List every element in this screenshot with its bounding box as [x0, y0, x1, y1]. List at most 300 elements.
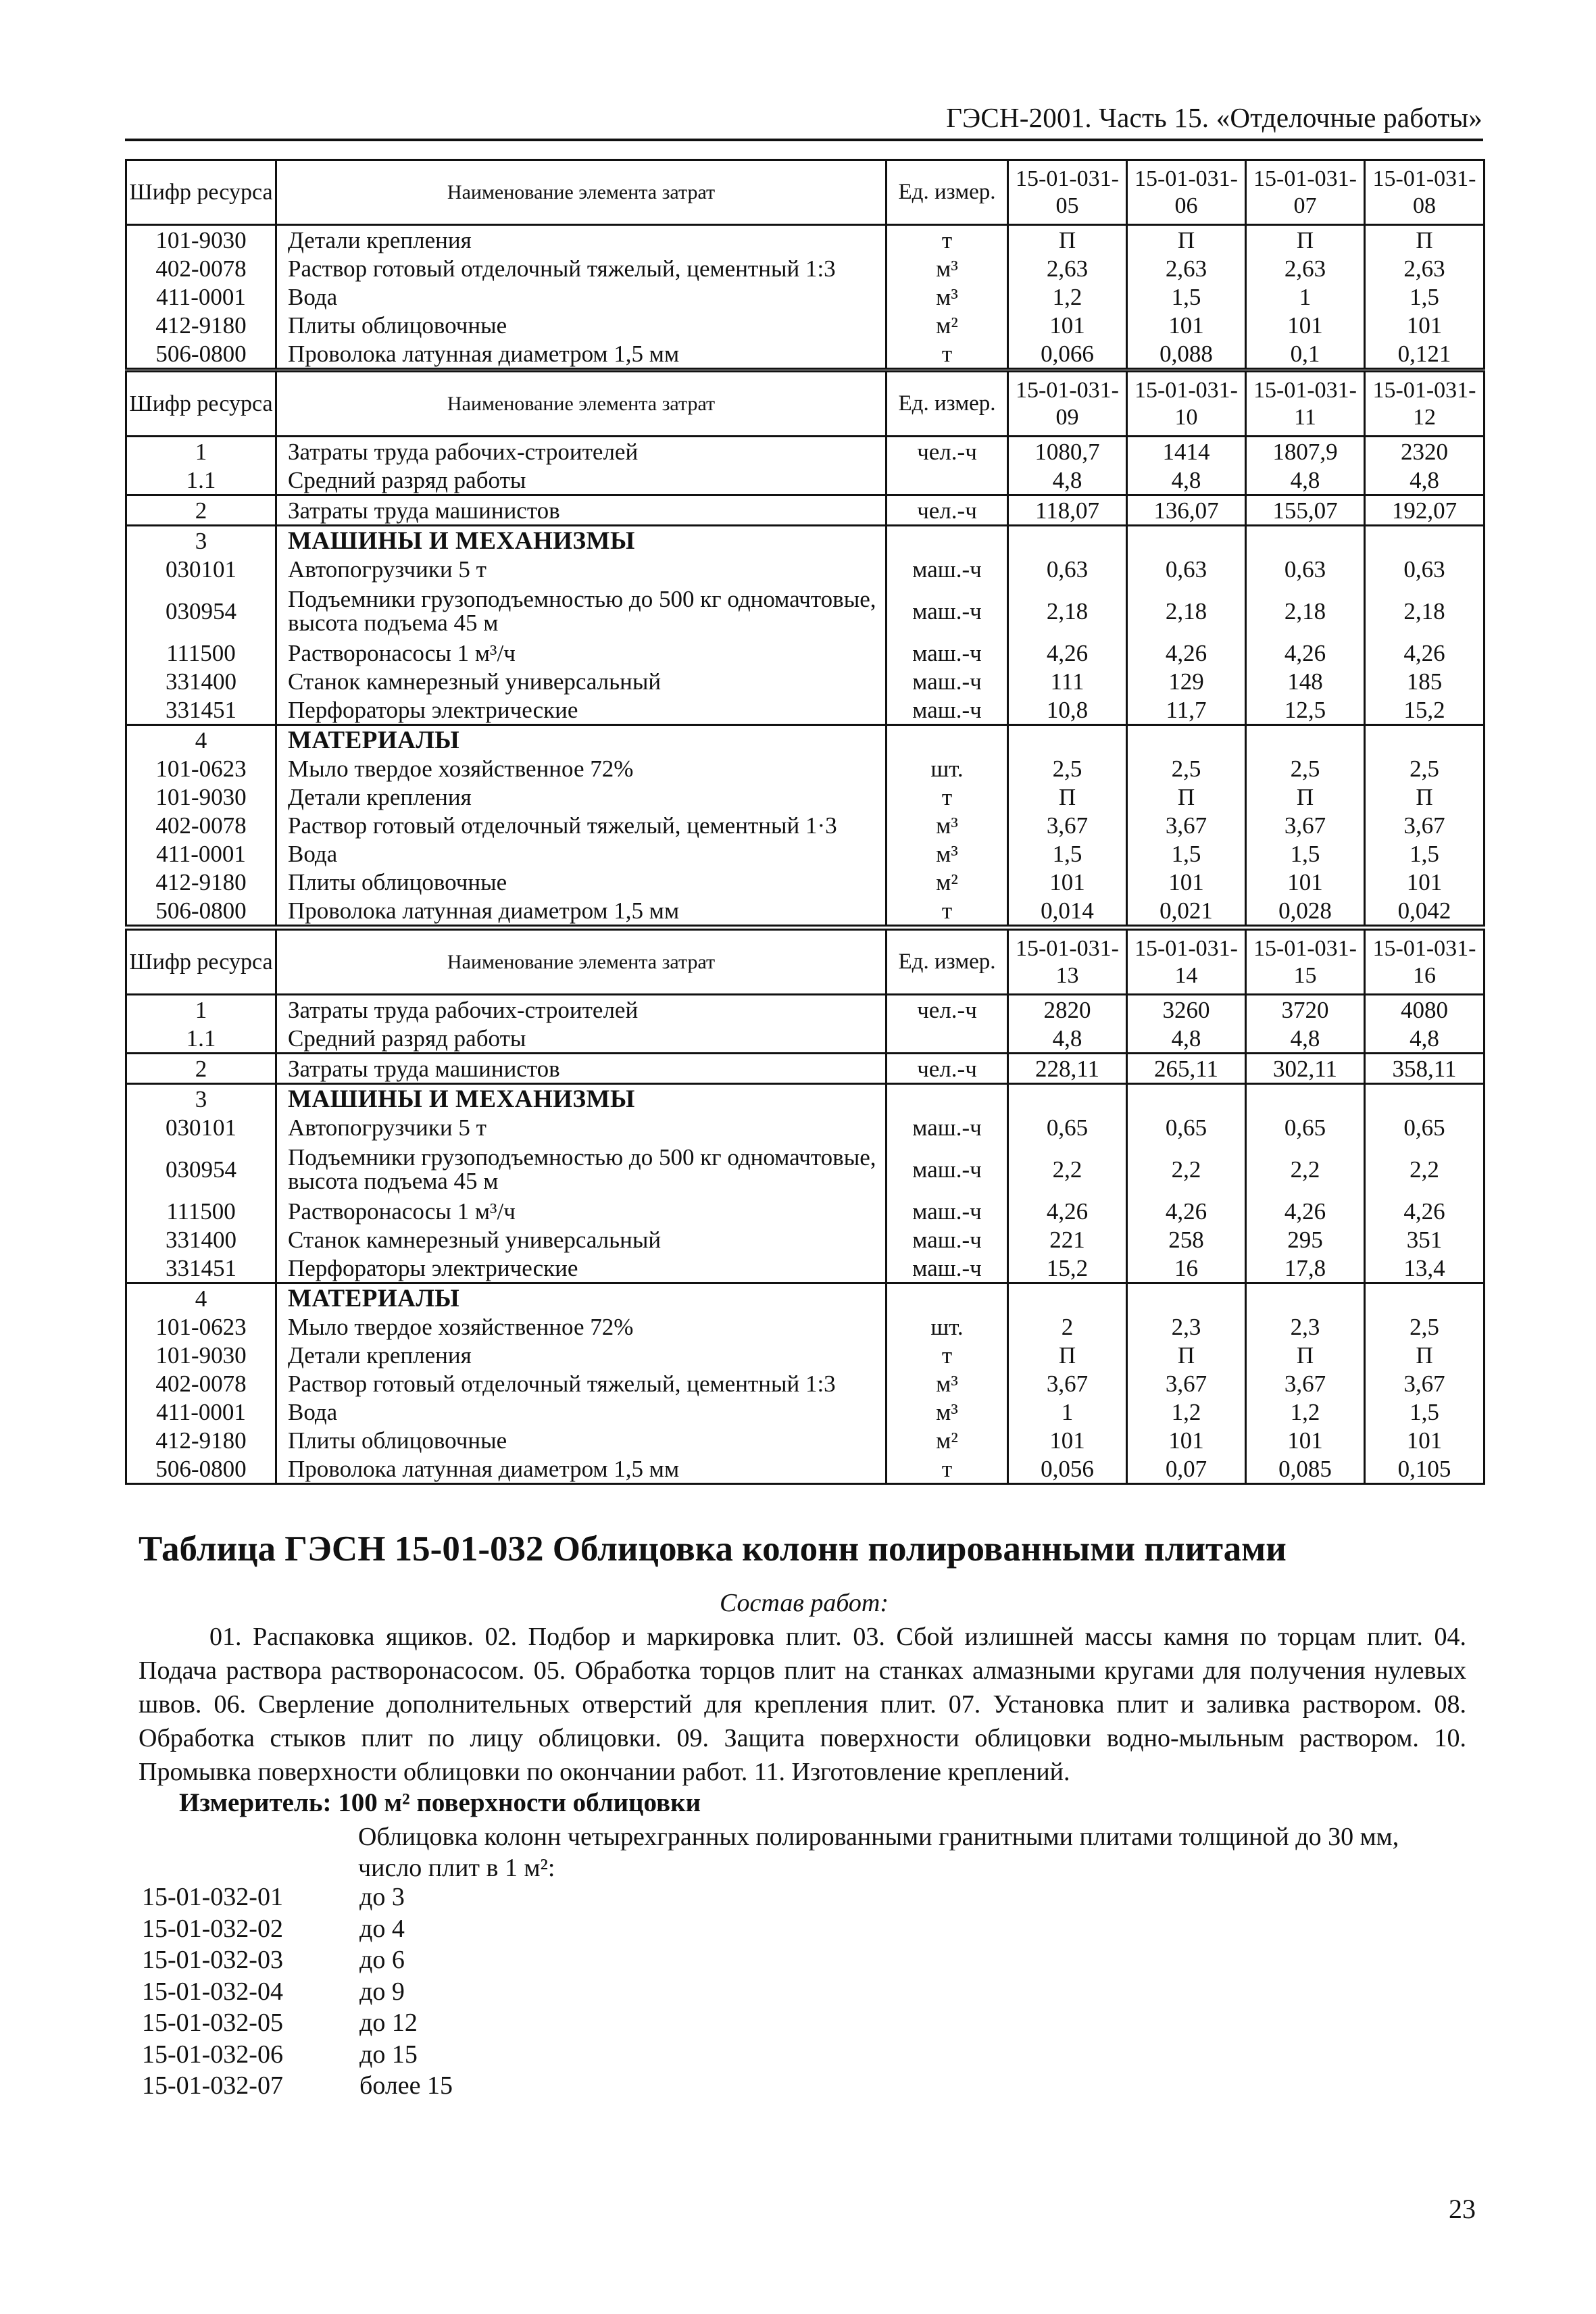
resource-value: П — [1365, 1341, 1485, 1369]
works-heading: Состав работ: — [719, 1589, 889, 1617]
table-row — [126, 1254, 1485, 1283]
resource-code: 111500 — [126, 639, 276, 667]
resource-value: 4,8 — [1246, 1024, 1365, 1054]
table-row — [126, 1312, 1485, 1341]
resource-value: 2,5 — [1008, 754, 1127, 783]
resource-name: Затраты труда машинистов — [276, 495, 887, 526]
resource-value: 1414 — [1127, 437, 1246, 466]
table-row — [126, 868, 1485, 896]
resource-value: 1 — [1008, 1398, 1127, 1426]
resource-value: П — [1365, 225, 1485, 255]
rate-value: до 12 — [359, 2009, 418, 2037]
resource-name: Вода — [276, 1398, 887, 1426]
resource-value: 185 — [1365, 667, 1485, 695]
table-row — [126, 896, 1485, 926]
resource-value: 4,8 — [1365, 466, 1485, 495]
resource-code: 331400 — [126, 667, 276, 695]
table-row — [126, 526, 1485, 556]
resource-value: 0,085 — [1246, 1454, 1365, 1484]
table-row — [126, 1369, 1485, 1398]
resource-code: 101-9030 — [126, 225, 276, 255]
resource-value: 1,2 — [1008, 282, 1127, 311]
resource-name: Растворонасосы 1 м³/ч — [276, 1197, 887, 1225]
resource-name: МАШИНЫ И МЕХАНИЗМЫ — [276, 526, 887, 556]
resource-value: 3,67 — [1127, 811, 1246, 839]
measure-unit: Измеритель: 100 м² поверхности облицовки — [179, 1788, 701, 1817]
resource-value: 2,2 — [1246, 1141, 1365, 1197]
table-row — [126, 811, 1485, 839]
resource-value: 16 — [1127, 1254, 1246, 1283]
resource-value: 358,11 — [1365, 1054, 1485, 1084]
table-row — [126, 754, 1485, 783]
resource-code: 1 — [126, 437, 276, 466]
resource-name: Вода — [276, 839, 887, 868]
resource-code: 412-9180 — [126, 868, 276, 896]
table-row — [126, 1454, 1485, 1484]
resource-table — [125, 929, 1485, 1485]
resource-value: 4,26 — [1127, 639, 1246, 667]
resource-unit: маш.-ч — [887, 555, 1008, 583]
resource-value: 101 — [1365, 868, 1485, 896]
column-header-unit: Ед. измер. — [887, 372, 1008, 437]
resource-value: 192,07 — [1365, 495, 1485, 526]
resource-name: Мыло твердое хозяйственное 72% — [276, 1312, 887, 1341]
resource-value: 4,8 — [1127, 1024, 1246, 1054]
resource-table — [125, 159, 1485, 370]
column-header-rate-code: 15-01-031-11 — [1246, 372, 1365, 437]
resource-value: 3720 — [1246, 995, 1365, 1025]
resource-name: Вода — [276, 282, 887, 311]
resource-unit: маш.-ч — [887, 695, 1008, 725]
resource-unit: чел.-ч — [887, 1054, 1008, 1084]
resource-value — [1365, 526, 1485, 556]
resource-value: 2,2 — [1008, 1141, 1127, 1197]
resource-value: П — [1127, 783, 1246, 811]
resource-value: 295 — [1246, 1225, 1365, 1254]
resource-value: 1,5 — [1127, 839, 1246, 868]
table-row — [126, 311, 1485, 339]
resource-value: 3,67 — [1008, 1369, 1127, 1398]
table-row — [126, 1084, 1485, 1114]
resource-unit: чел.-ч — [887, 995, 1008, 1025]
table-row — [126, 555, 1485, 583]
table-row — [126, 495, 1485, 526]
resource-value: 0,65 — [1365, 1113, 1485, 1141]
resource-value: 302,11 — [1246, 1054, 1365, 1084]
resource-value: 4,26 — [1365, 1197, 1485, 1225]
column-header-rate-code: 15-01-031-09 — [1008, 372, 1127, 437]
table-row — [126, 437, 1485, 466]
resource-name: Подъемники грузоподъемностью до 500 кг одномачтовые, высота подъема 45 м — [276, 583, 887, 639]
resource-name: Раствор готовый отделочный тяжелый, цементный 1·3 — [276, 811, 887, 839]
resource-value: 2,63 — [1365, 254, 1485, 282]
resource-value — [1127, 1283, 1246, 1313]
resource-name: Плиты облицовочные — [276, 868, 887, 896]
resource-value: 0,65 — [1246, 1113, 1365, 1141]
resource-name: Средний разряд работы — [276, 1024, 887, 1054]
resource-value: 17,8 — [1246, 1254, 1365, 1283]
resource-value: 0,1 — [1246, 339, 1365, 369]
resource-unit: маш.-ч — [887, 667, 1008, 695]
resource-code: 331400 — [126, 1225, 276, 1254]
resource-value: 0,63 — [1127, 555, 1246, 583]
resource-name: МАТЕРИАЛЫ — [276, 1283, 887, 1313]
resource-unit: м² — [887, 868, 1008, 896]
table-row — [126, 282, 1485, 311]
resource-value: 101 — [1365, 311, 1485, 339]
column-header-rate-code: 15-01-031-13 — [1008, 930, 1127, 995]
resource-name: Средний разряд работы — [276, 466, 887, 495]
resource-code: 3 — [126, 526, 276, 556]
resource-value: П — [1246, 225, 1365, 255]
resource-value: П — [1008, 783, 1127, 811]
column-header-code: Шифр ресурса — [126, 930, 276, 995]
resource-value: 136,07 — [1127, 495, 1246, 526]
resource-code: 402-0078 — [126, 254, 276, 282]
resource-value — [1246, 725, 1365, 755]
resource-code: 030954 — [126, 583, 276, 639]
resource-value: 148 — [1246, 667, 1365, 695]
resource-code: 2 — [126, 1054, 276, 1084]
table-row — [126, 1141, 1485, 1197]
resource-value: 228,11 — [1008, 1054, 1127, 1084]
resource-value: 1,5 — [1365, 1398, 1485, 1426]
resource-value: 2820 — [1008, 995, 1127, 1025]
resource-value: 3260 — [1127, 995, 1246, 1025]
column-header-rate-code: 15-01-031-16 — [1365, 930, 1485, 995]
resource-code: 411-0001 — [126, 839, 276, 868]
resource-value: 101 — [1246, 1426, 1365, 1454]
rate-code: 15-01-032-01 — [142, 1883, 283, 1911]
resource-value — [1365, 1084, 1485, 1114]
resource-value: 0,088 — [1127, 339, 1246, 369]
resource-unit: т — [887, 339, 1008, 369]
table-row — [126, 1341, 1485, 1369]
resource-value: 0,021 — [1127, 896, 1246, 926]
table-row — [126, 225, 1485, 255]
resource-value: 101 — [1008, 311, 1127, 339]
resource-name: Станок камнерезный универсальный — [276, 667, 887, 695]
resource-code: 506-0800 — [126, 896, 276, 926]
resource-value: 118,07 — [1008, 495, 1127, 526]
resource-unit: маш.-ч — [887, 1141, 1008, 1197]
resource-value: 2,63 — [1008, 254, 1127, 282]
resource-name: Детали крепления — [276, 783, 887, 811]
resource-code: 402-0078 — [126, 811, 276, 839]
resource-unit: м² — [887, 311, 1008, 339]
resource-value: 0,014 — [1008, 896, 1127, 926]
resource-code: 411-0001 — [126, 282, 276, 311]
rate-value: до 15 — [359, 2040, 418, 2069]
table-row — [126, 725, 1485, 755]
column-header-unit: Ед. измер. — [887, 930, 1008, 995]
table-row — [126, 339, 1485, 369]
resource-value: 101 — [1127, 311, 1246, 339]
resource-value: 2,18 — [1365, 583, 1485, 639]
resource-code: 402-0078 — [126, 1369, 276, 1398]
resource-value: 4,26 — [1365, 639, 1485, 667]
resource-code: 101-0623 — [126, 754, 276, 783]
table-row — [126, 1225, 1485, 1254]
rate-code: 15-01-032-02 — [142, 1914, 283, 1943]
resource-value: 101 — [1127, 1426, 1246, 1454]
resource-value: 0,63 — [1246, 555, 1365, 583]
resource-name: Проволока латунная диаметром 1,5 мм — [276, 896, 887, 926]
resource-value: 351 — [1365, 1225, 1485, 1254]
rate-code: 15-01-032-07 — [142, 2071, 283, 2100]
resource-code: 111500 — [126, 1197, 276, 1225]
resource-value: 2,2 — [1127, 1141, 1246, 1197]
resource-code: 412-9180 — [126, 1426, 276, 1454]
resource-value: 4,26 — [1008, 1197, 1127, 1225]
resource-unit — [887, 526, 1008, 556]
resource-name: МАШИНЫ И МЕХАНИЗМЫ — [276, 1084, 887, 1114]
resource-value: П — [1127, 1341, 1246, 1369]
column-header-rate-code: 15-01-031-08 — [1365, 160, 1485, 225]
table-row — [126, 1113, 1485, 1141]
resource-value: 101 — [1246, 311, 1365, 339]
resource-value: 2,3 — [1127, 1312, 1246, 1341]
resource-value: 2,2 — [1365, 1141, 1485, 1197]
resource-unit — [887, 1283, 1008, 1313]
resource-value: 155,07 — [1246, 495, 1365, 526]
resource-value: 1 — [1246, 282, 1365, 311]
resource-code: 030101 — [126, 555, 276, 583]
rate-code: 15-01-032-06 — [142, 2040, 283, 2069]
resource-value: 258 — [1127, 1225, 1246, 1254]
resource-name: Проволока латунная диаметром 1,5 мм — [276, 1454, 887, 1484]
resource-value: 2,18 — [1246, 583, 1365, 639]
resource-value: П — [1365, 783, 1485, 811]
resource-unit: шт. — [887, 1312, 1008, 1341]
column-header-rate-code: 15-01-031-10 — [1127, 372, 1246, 437]
resource-unit: маш.-ч — [887, 1225, 1008, 1254]
resource-value: 2,3 — [1246, 1312, 1365, 1341]
resource-value: 221 — [1008, 1225, 1127, 1254]
resource-code: 101-9030 — [126, 1341, 276, 1369]
resource-value: 2,18 — [1008, 583, 1127, 639]
resource-unit: маш.-ч — [887, 639, 1008, 667]
resource-unit: т — [887, 225, 1008, 255]
table-row — [126, 1283, 1485, 1313]
resource-value — [1246, 1084, 1365, 1114]
resource-name: Детали крепления — [276, 1341, 887, 1369]
resource-value: 2,18 — [1127, 583, 1246, 639]
resource-value — [1008, 526, 1127, 556]
resource-name: Раствор готовый отделочный тяжелый, цементный 1:3 — [276, 254, 887, 282]
resource-value: 1,5 — [1246, 839, 1365, 868]
resource-value: 0,042 — [1365, 896, 1485, 926]
resource-code: 101-9030 — [126, 783, 276, 811]
table-row — [126, 695, 1485, 725]
table-row — [126, 583, 1485, 639]
rate-value: до 9 — [359, 1977, 405, 2006]
resource-value: 1,2 — [1246, 1398, 1365, 1426]
resource-name: Детали крепления — [276, 225, 887, 255]
column-header-name: Наименование элемента затрат — [276, 160, 887, 225]
description: Облицовка колонн четырехгранных полированными гранитными плитами толщиной до 30 мм, число плит в 1 м²: — [358, 1823, 1399, 1882]
column-header-code: Шифр ресурса — [126, 372, 276, 437]
resource-value: 111 — [1008, 667, 1127, 695]
resource-code: 4 — [126, 725, 276, 755]
running-header: ГЭСН-2001. Часть 15. «Отделочные работы» — [946, 102, 1482, 133]
resource-value — [1127, 526, 1246, 556]
table-row — [126, 1024, 1485, 1054]
resource-code: 331451 — [126, 1254, 276, 1283]
resource-value: 0,066 — [1008, 339, 1127, 369]
table-row — [126, 639, 1485, 667]
resource-unit: м³ — [887, 839, 1008, 868]
resource-value: 1,5 — [1365, 839, 1485, 868]
resource-value: 4,26 — [1246, 639, 1365, 667]
resource-value: 2,5 — [1246, 754, 1365, 783]
resource-value: 101 — [1246, 868, 1365, 896]
rate-code: 15-01-032-03 — [142, 1946, 283, 1974]
works-text: 01. Распаковка ящиков. 02. Подбор и маркировка плит. 03. Сбой излишней массы камня по торцам плит. 04. Подача раствора растворонасосом. 05. Обработка торцов плит на станках алмазными кругами для получения нулевых швов. 06. Сверление дополнительных отверстий для крепления плит. 07. Установка плит и заливка раствором. 08. Обработка стыков плит по лицу облицовки. 09. Защита поверхности облицовки водно-мыльным раствором. 10. Промывка поверхности облицовки по окончании работ. 11. Изготовление креплений. — [139, 1623, 1466, 1786]
resource-value: 2 — [1008, 1312, 1127, 1341]
resource-value: 10,8 — [1008, 695, 1127, 725]
resource-unit: м² — [887, 1426, 1008, 1454]
resource-code: 1.1 — [126, 466, 276, 495]
resource-value: 0,121 — [1365, 339, 1485, 369]
resource-code: 4 — [126, 1283, 276, 1313]
resource-value — [1008, 1084, 1127, 1114]
table-row — [126, 466, 1485, 495]
resource-value: 3,67 — [1365, 811, 1485, 839]
resource-value: 0,056 — [1008, 1454, 1127, 1484]
resource-name: Автопогрузчики 5 т — [276, 1113, 887, 1141]
resource-name: Проволока латунная диаметром 1,5 мм — [276, 339, 887, 369]
resource-unit: м³ — [887, 1398, 1008, 1426]
resource-code: 030954 — [126, 1141, 276, 1197]
resource-value: 4,26 — [1246, 1197, 1365, 1225]
rate-code: 15-01-032-05 — [142, 2009, 283, 2037]
resource-value: 3,67 — [1246, 811, 1365, 839]
resource-name: Плиты облицовочные — [276, 311, 887, 339]
resource-value: П — [1246, 783, 1365, 811]
rate-code: 15-01-032-04 — [142, 1977, 283, 2006]
resource-value: 4,26 — [1127, 1197, 1246, 1225]
resource-value: 2320 — [1365, 437, 1485, 466]
resource-value: 15,2 — [1365, 695, 1485, 725]
resource-value: 1,5 — [1127, 282, 1246, 311]
resource-code: 1 — [126, 995, 276, 1025]
table-row — [126, 1054, 1485, 1084]
resource-value: 0,105 — [1365, 1454, 1485, 1484]
resource-name: Плиты облицовочные — [276, 1426, 887, 1454]
resource-name: Перфораторы электрические — [276, 1254, 887, 1283]
resource-code: 506-0800 — [126, 339, 276, 369]
page-number: 23 — [1449, 2194, 1476, 2224]
resource-name: Растворонасосы 1 м³/ч — [276, 639, 887, 667]
resource-unit: шт. — [887, 754, 1008, 783]
resource-value: 0,65 — [1127, 1113, 1246, 1141]
resource-value: 11,7 — [1127, 695, 1246, 725]
resource-name: Затраты труда рабочих-строителей — [276, 437, 887, 466]
resource-name: Затраты труда машинистов — [276, 1054, 887, 1084]
resource-code: 411-0001 — [126, 1398, 276, 1426]
resource-code: 2 — [126, 495, 276, 526]
resource-value: 3,67 — [1008, 811, 1127, 839]
resource-value: 3,67 — [1365, 1369, 1485, 1398]
resource-name: Автопогрузчики 5 т — [276, 555, 887, 583]
resource-value: 101 — [1008, 1426, 1127, 1454]
resource-value — [1365, 1283, 1485, 1313]
resource-value: 4,8 — [1365, 1024, 1485, 1054]
column-header-unit: Ед. измер. — [887, 160, 1008, 225]
column-header-rate-code: 15-01-031-06 — [1127, 160, 1246, 225]
resource-value: 101 — [1127, 868, 1246, 896]
resource-code: 1.1 — [126, 1024, 276, 1054]
resource-unit: м³ — [887, 1369, 1008, 1398]
resource-value: 1080,7 — [1008, 437, 1127, 466]
resource-unit: чел.-ч — [887, 437, 1008, 466]
section-title: Таблица ГЭСН 15-01-032 Облицовка колонн полированными плитами — [139, 1529, 1287, 1569]
resource-value: 4,8 — [1008, 466, 1127, 495]
resource-value: П — [1127, 225, 1246, 255]
resource-value: 129 — [1127, 667, 1246, 695]
column-header-rate-code: 15-01-031-15 — [1246, 930, 1365, 995]
resource-value: 4080 — [1365, 995, 1485, 1025]
header-rule — [125, 139, 1483, 141]
resource-unit: маш.-ч — [887, 1254, 1008, 1283]
table-row — [126, 667, 1485, 695]
resource-unit: маш.-ч — [887, 583, 1008, 639]
table-row — [126, 995, 1485, 1025]
resource-unit: чел.-ч — [887, 495, 1008, 526]
resource-value — [1127, 1084, 1246, 1114]
resource-name: Подъемники грузоподъемностью до 500 кг одномачтовые, высота подъема 45 м — [276, 1141, 887, 1197]
resource-value: 1,5 — [1008, 839, 1127, 868]
resource-unit: м³ — [887, 811, 1008, 839]
table-row — [126, 1426, 1485, 1454]
resource-value: 4,8 — [1127, 466, 1246, 495]
resource-code: 030101 — [126, 1113, 276, 1141]
column-header-code: Шифр ресурса — [126, 160, 276, 225]
resource-code: 331451 — [126, 695, 276, 725]
rate-value: до 4 — [359, 1914, 405, 1943]
resource-value: 0,63 — [1008, 555, 1127, 583]
resource-value: 13,4 — [1365, 1254, 1485, 1283]
resource-value: 12,5 — [1246, 695, 1365, 725]
resource-value: 4,8 — [1246, 466, 1365, 495]
resource-value: П — [1008, 1341, 1127, 1369]
table-row — [126, 1398, 1485, 1426]
resource-unit: т — [887, 1454, 1008, 1484]
resource-name: Мыло твердое хозяйственное 72% — [276, 754, 887, 783]
rate-value: более 15 — [359, 2071, 453, 2100]
resource-value: 0,028 — [1246, 896, 1365, 926]
resource-name: Станок камнерезный универсальный — [276, 1225, 887, 1254]
column-header-name: Наименование элемента затрат — [276, 372, 887, 437]
resource-unit: т — [887, 783, 1008, 811]
resource-unit: м³ — [887, 254, 1008, 282]
resource-value — [1008, 725, 1127, 755]
resource-code: 412-9180 — [126, 311, 276, 339]
resource-unit: т — [887, 1341, 1008, 1369]
resource-value: 1,5 — [1365, 282, 1485, 311]
resource-unit: т — [887, 896, 1008, 926]
resource-value: 3,67 — [1127, 1369, 1246, 1398]
resource-unit — [887, 725, 1008, 755]
table-row — [126, 1197, 1485, 1225]
resource-name: Затраты труда рабочих-строителей — [276, 995, 887, 1025]
resource-unit — [887, 1084, 1008, 1114]
resource-unit — [887, 1024, 1008, 1054]
resource-value — [1365, 725, 1485, 755]
resource-value: 4,8 — [1008, 1024, 1127, 1054]
resource-code: 506-0800 — [126, 1454, 276, 1484]
